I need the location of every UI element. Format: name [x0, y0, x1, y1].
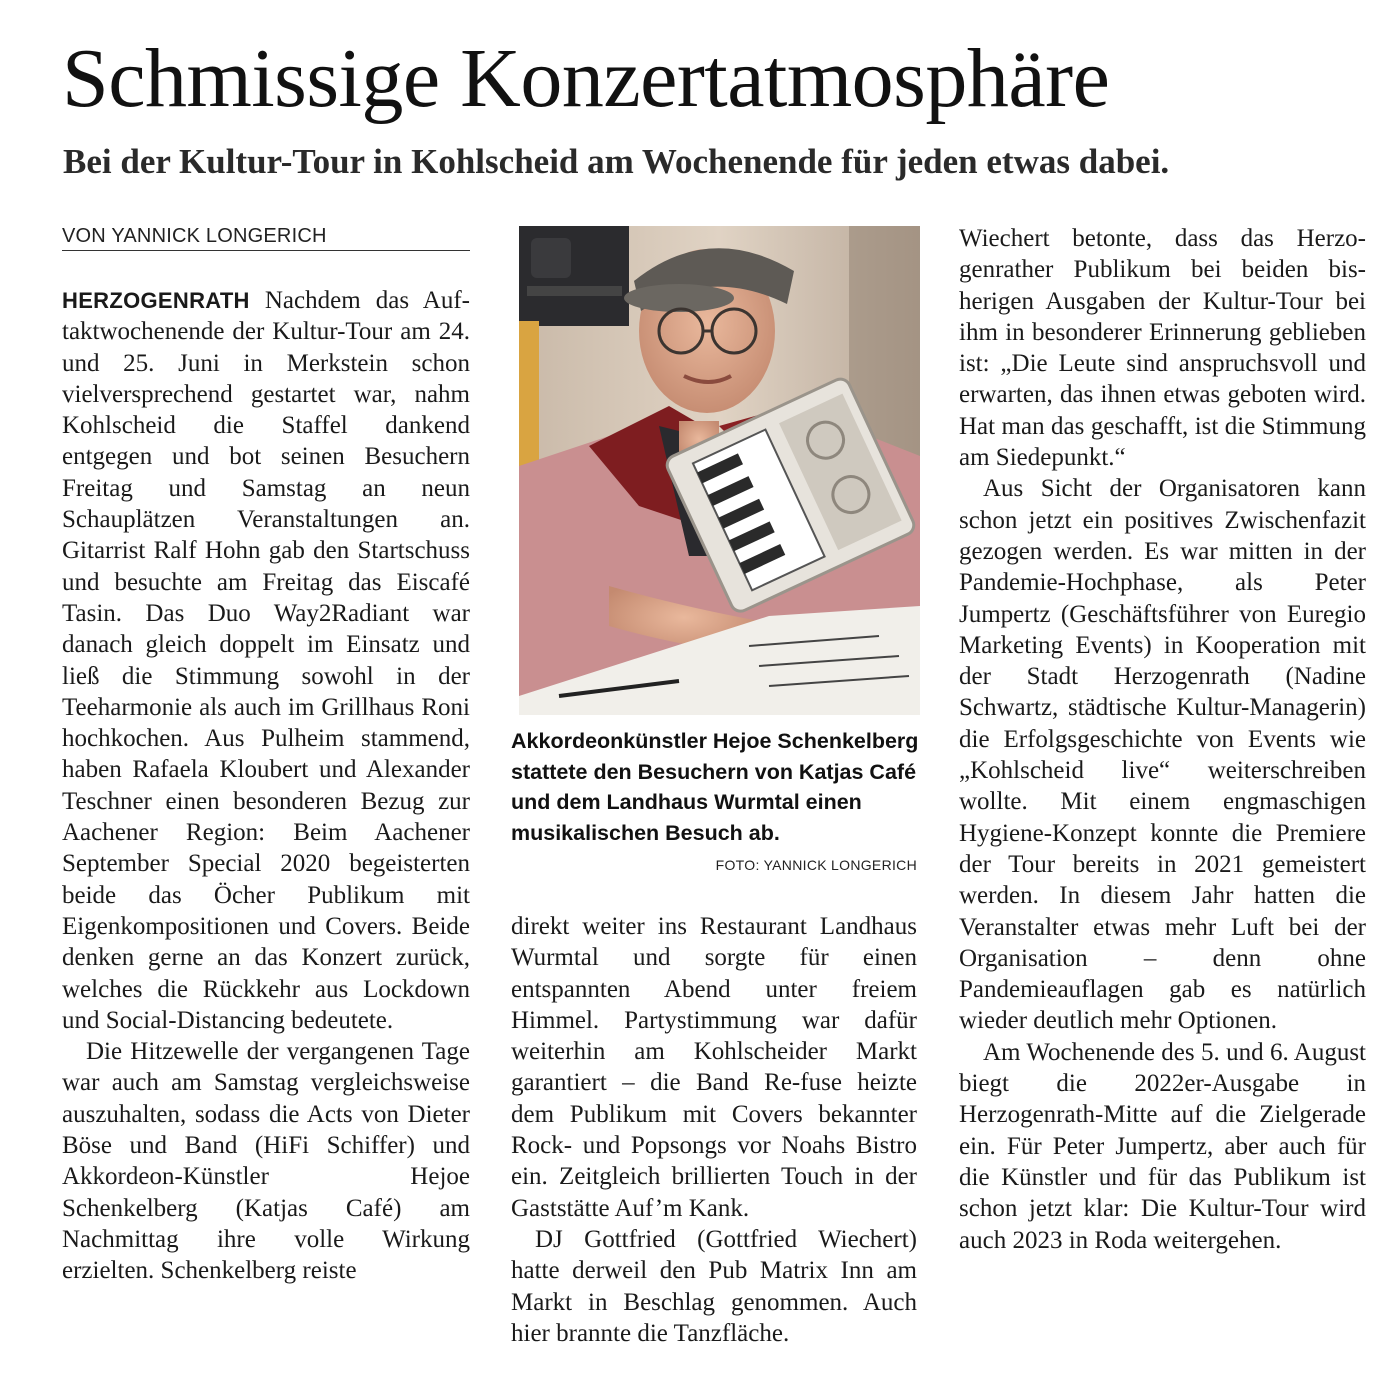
paragraph-text: Nachdem das Auftaktwochenende der Kultur-Tour am 24. und 25. Juni in Merkstein schon vielversprechend gestartet war, nahm Kohlscheid die Staffel dankend entgegen und bot seinen Besuchern Freitag und Samstag an neun Schauplätzen Veranstaltungen an. Gitarrist Ralf Hohn gab den Startschuss und besuchte am Freitag das Eiscafé Tasin. Das Duo Way2Radiant war danach gleich doppelt im Einsatz und ließ die Stimmung sowohl in der Teeharmonie als auch im Grillhaus Roni hochkochen. Aus Pulheim stammend, haben Rafaela Kloubert und Alexander Teschner einen besonderen Bezug zur Aachener Region: Beim Aachener September Special 2020 begeisterten beide das Öcher Publikum mit Eigenkompositionen und Covers. Beide denken gerne an das Konzert zurück, welches die Rückkehr aus Lockdown und Social-Distancing bedeutete. [62, 287, 470, 1034]
article-column-3 [959, 223, 1366, 1256]
photo-illustration [519, 226, 920, 715]
article-column-2 [511, 911, 917, 1349]
byline: VON YANNICK LONGERICH [62, 225, 470, 251]
accordion-player-photo [519, 226, 920, 715]
article-paragraph: DJ Gottfried (Gottfried Wiechert) hatte derweil den Pub Matrix Inn am Markt in Beschlag genommen. Auch hier brannte die Tanzfläche. [511, 1225, 917, 1347]
headline: Schmissige Konzertatmosphäre [62, 32, 1110, 125]
dateline: HERZOGENRATH [62, 288, 250, 313]
article-paragraph: Wiechert betonte, dass das Herzogenrather Publikum bei beiden bisherigen Ausgaben der Kultur-Tour bei ihm in besonderer Erinnerung geblieben ist: „Die Leute sind anspruchsvoll und erwarten, das ihnen etwas geboten wird. Hat man das geschafft, ist die Stimmung am Siedepunkt.“ [959, 225, 1366, 472]
article-paragraph: direkt weiter ins Restaurant Landhaus Wurmtal und sorgte für einen entspannten Abend unter freiem Himmel. Partystimmung war dafür weiterhin am Kohlscheider Markt garantiert – die Band Re-fuse heizte dem Publikum mit Covers bekannter Rock- und Popsongs vor Noahs Bistro ein. Zeitgleich brillierten Touch in der Gaststätte Auf’m Kank. [511, 913, 917, 1222]
article-paragraph: Aus Sicht der Organisatoren kann schon jetzt ein positives Zwischenfazit gezogen werden. Es war mitten in der Pandemie-Hochphase, als Peter Jumpertz (Geschäftsführer von Euregio Marketing Events) in Kooperation mit der Stadt Herzogenrath (Nadine Schwartz, städtische Kultur-Managerin) die Erfolgsgeschichte von Events wie „Kohlscheid live“ weiterschreiben wollte. Mit einem engmaschigen Hygiene-Konzept konnte die Premiere der Tour bereits in 2021 gemeistert werden. In diesem Jahr hatten die Veranstalter etwas mehr Luft bei der Organisation – denn ohne Pandemieauflagen gab es natürlich wieder deutlich mehr Optionen. [959, 475, 1366, 1035]
photo-caption: Akkordeonkünstler Hejoe Schenkelberg stattete den Besuchern von Katjas Café und dem Landhaus Wurmtal einen musikalischen Besuch ab. [511, 729, 919, 845]
article-column-1 [62, 285, 470, 1287]
photo-credit: FOTO: YANNICK LONGERICH [715, 857, 917, 873]
article-paragraph [62, 285, 470, 1036]
article-paragraph: Am Wochenende des 5. und 6. August biegt die 2022er-Ausgabe in Herzogenrath-Mitte auf die Zielgerade ein. Für Peter Jumpertz, aber auch für die Künstler und für das Publikum ist schon jetzt klar: Die Kultur-Tour wird auch 2023 in Roda weitergehen. [959, 1038, 1366, 1254]
article-paragraph: Die Hitzewelle der vergangenen Tage war auch am Samstag vergleichsweise auszuhalten, sodass die Acts von Dieter Böse und Band (HiFi Schiffer) und Akkordeon-Künstler Hejoe Schenkelberg (Katjas Café) am Nachmittag ihre volle Wirkung erzielten. Schenkelberg reiste [62, 1038, 470, 1285]
subheadline: Bei der Kultur-Tour in Kohlscheid am Wochenende für jeden etwas dabei. [63, 142, 1170, 181]
